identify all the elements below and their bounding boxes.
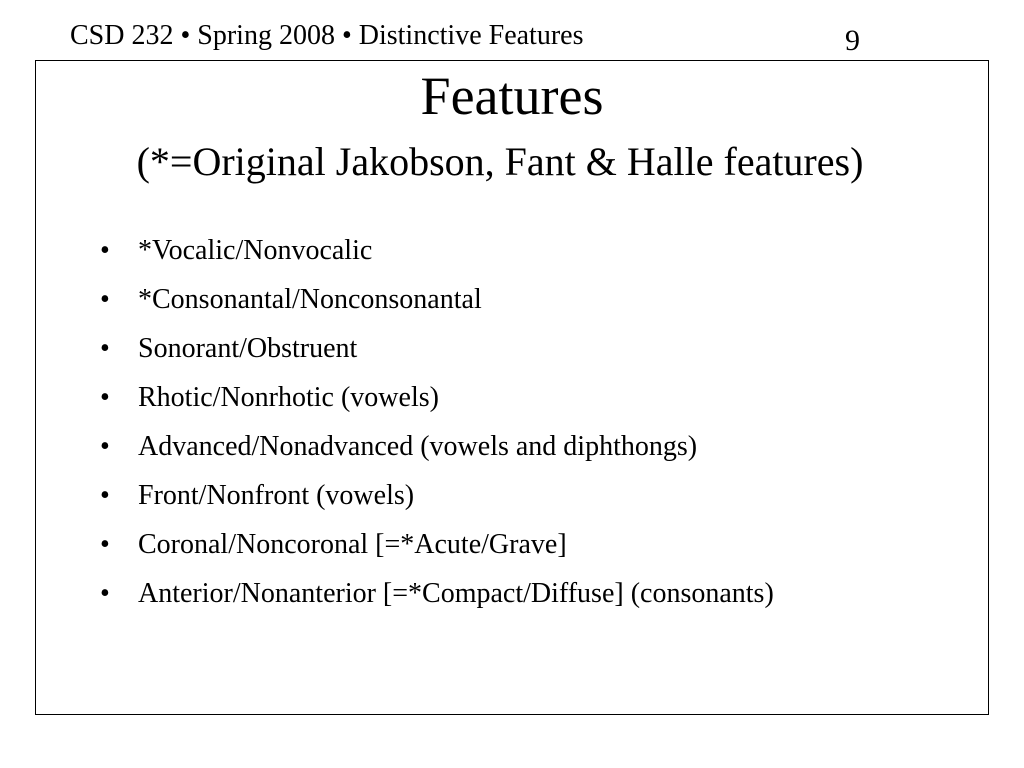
bullet-icon: •: [100, 480, 110, 511]
bullet-icon: •: [100, 333, 110, 364]
list-item-text: Front/Nonfront (vowels): [138, 480, 415, 511]
list-item: [100, 422, 774, 471]
course-header: CSD 232 • Spring 2008 • Distinctive Features: [70, 20, 584, 51]
bullet-icon: •: [100, 382, 110, 413]
bullet-icon: •: [100, 235, 110, 266]
bullet-icon: •: [100, 529, 110, 560]
list-item: [100, 226, 774, 275]
list-item-text: Rhotic/Nonrhotic (vowels): [138, 382, 439, 413]
list-item-text: *Consonantal/Nonconsonantal: [138, 284, 482, 315]
list-item: [100, 275, 774, 324]
bullet-icon: •: [100, 578, 110, 609]
list-item: [100, 373, 774, 422]
list-item: [100, 520, 774, 569]
list-item-text: Coronal/Noncoronal [=*Acute/Grave]: [138, 529, 567, 560]
list-item: [100, 324, 774, 373]
list-item: [100, 471, 774, 520]
slide-title: Features: [420, 66, 604, 126]
slide-subtitle: (*=Original Jakobson, Fant & Halle features): [136, 139, 864, 184]
list-item: [100, 569, 774, 618]
bullet-icon: •: [100, 431, 110, 462]
feature-list: [100, 226, 774, 618]
list-item-text: *Vocalic/Nonvocalic: [138, 235, 373, 266]
list-item-text: Advanced/Nonadvanced (vowels and diphthongs): [138, 431, 698, 462]
list-item-text: Sonorant/Obstruent: [138, 333, 358, 364]
slide-number: 9: [845, 24, 860, 57]
list-item-text: Anterior/Nonanterior [=*Compact/Diffuse] (consonants): [138, 578, 774, 609]
bullet-icon: •: [100, 284, 110, 315]
